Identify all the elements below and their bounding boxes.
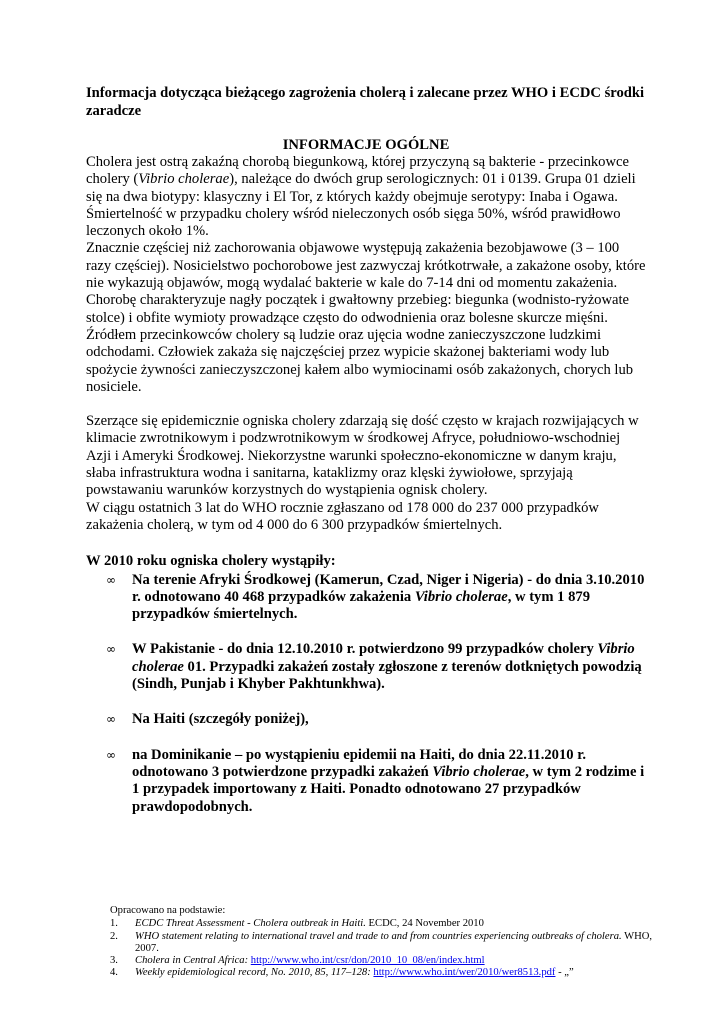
paragraph-statistics: W ciągu ostatnich 3 lat do WHO rocznie zgłaszano od 178 000 do 237 000 przypadków zakażenia cholerą, w tym od 4 000 do 6 300 przypadków śmiertelnych. <box>86 499 599 533</box>
source-detail: WHO, 2007. <box>135 930 653 954</box>
source-number: 2. <box>110 930 118 942</box>
paragraph-definition <box>86 154 646 240</box>
infinity-bullet-icon: ∞ <box>106 642 116 657</box>
document-body <box>86 84 646 834</box>
text-run: , w tym 2 rodzime i 1 przypadek importowany z Haiti. Ponadto odnotowano 27 przypadków prawdopodobnych. <box>132 763 645 815</box>
text-run: Na terenie Afryki Środkowej (Kamerun, Czad, Niger i Nigeria) - do dnia 3.10.2010 r. odnotowano 40 468 przypadków zakażenia <box>132 571 645 605</box>
source-detail: ECDC, 24 November 2010 <box>365 918 484 930</box>
species-name: Vibrio cholerae <box>132 641 635 675</box>
source-number: 3. <box>110 955 118 967</box>
infinity-bullet-icon: ∞ <box>106 572 116 587</box>
list-item <box>86 711 646 728</box>
species-name: Vibrio cholerae <box>414 588 508 605</box>
infinity-bullet-icon: ∞ <box>106 712 116 727</box>
text-run: Cholera jest ostrą zakaźną chorobą biegunkową, której przyczyną są bakterie - przecinkowce cholery ( <box>86 154 629 188</box>
outbreaks-title: W 2010 roku ogniska cholery wystąpiły: <box>86 553 336 570</box>
source-link[interactable]: http://www.who.int/wer/2010/wer8513.pdf <box>373 967 556 979</box>
text-run: ), należące do dwóch grup serologicznych: 01 i 0139. Grupa 01 dzieli się na dwa biotypy: klasyczny i El Tor, z których każdy obejmuje serotypy: Inaba i Ogawa. Śmiertelność w przypadku cholery wśród nieleczonych osób sięga 50%, wśród prawidłowo leczonych około 1%. <box>86 171 636 240</box>
section-heading: INFORMACJE OGÓLNE <box>282 137 450 153</box>
document-title: Informacja dotycząca bieżącego zagrożenia cholerą i zalecane przez WHO i ECDC środki zaradcze <box>86 85 645 119</box>
source-item <box>110 918 670 930</box>
source-title: Cholera in Central Africa: <box>135 955 249 967</box>
paragraph-gap <box>86 396 646 413</box>
infinity-bullet-icon: ∞ <box>106 747 116 762</box>
sources-footer <box>110 905 670 980</box>
list-item <box>86 572 646 624</box>
source-title: WHO statement relating to international travel and trade to and from countries experiencing outbreaks of cholera. <box>135 930 622 942</box>
source-tail: - „” <box>555 967 574 979</box>
list-item <box>86 747 646 816</box>
text-run: , w tym 1 879 przypadków śmiertelnych. <box>132 588 590 623</box>
source-item <box>110 931 670 956</box>
sources-list <box>110 918 670 979</box>
text-run: na Dominikanie – po wystąpieniu epidemii na Haiti, do dnia 22.11.2010 r. odnotowano 3 potwierdzone przypadki zakażeń <box>132 746 586 780</box>
species-name: Vibrio cholerae <box>138 171 230 188</box>
species-name: Vibrio cholerae <box>432 763 526 780</box>
sources-heading: Opracowano na podstawie: <box>110 905 226 916</box>
paragraph-epidemiology: Szerzące się epidemicznie ogniska cholery zdarzają się dość często w krajach rozwijających w klimacie zwrotnikowym i podzwrotnikowym w środkowej Afryce, południowo-wschodniej Azji i Ameryki Środkowej. Niekorzystne warunki społeczno-ekonomiczne w danym kraju, słaba infrastruktura wodna i sanitarna, kataklizmy oraz klęski żywiołowe, sprzyjają powstawaniu warunków korzystnych do wystąpienia ognisk cholery. <box>86 413 639 499</box>
source-number: 1. <box>110 918 118 930</box>
text-run: Na Haiti (szczegóły poniżej), <box>132 711 309 728</box>
paragraph-asymptomatic: Znacznie częściej niż zachorowania objawowe występują zakażenia bezobjawowe (3 – 100 razy częściej). Nosicielstwo pochorobowe jest zazwyczaj krótkotrwałe, a zakażone osoby, które nie wykazują objawów, mogą wydalać bakterie w kale do 7-14 dni od momentu zakażenia. <box>86 240 646 292</box>
source-title: Weekly epidemiological record, No. 2010, 85, 117–128: <box>135 967 371 979</box>
source-link[interactable]: http://www.who.int/csr/don/2010_10_08/en/index.html <box>250 955 485 967</box>
paragraph-symptoms: Chorobę charakteryzuje nagły początek i gwałtowny przebieg: biegunka (wodnisto-ryżowate stolce) i obfite wymioty prowadzące często do odwodnienia oraz bolesne skurcze mięśni. Źródłem przecinkowców cholery są ludzie oraz ujęcia wodne zanieczyszczone ludzkimi odchodami. Człowiek zakaża się najczęściej przez wypicie skażonej bakteriami wody lub spożycie żywności zanieczyszczonej kałem albo wymiocinami osób zakażonych, chorych lub nosiciele. <box>86 292 634 395</box>
text-run: W Pakistanie - do dnia 12.10.2010 r. potwierdzono 99 przypadków cholery <box>132 641 598 658</box>
source-item <box>110 955 670 967</box>
list-item <box>86 641 646 693</box>
outbreaks-list <box>86 572 646 816</box>
source-title: ECDC Threat Assessment - Cholera outbreak in Haiti. <box>135 918 366 930</box>
text-run: 01. Przypadki zakażeń zostały zgłoszone z terenów dotkniętych powodzią (Sindh, Punjab i Khyber Pakhtunkhwa). <box>132 658 642 693</box>
source-number: 4. <box>110 967 118 979</box>
source-item <box>110 967 670 979</box>
